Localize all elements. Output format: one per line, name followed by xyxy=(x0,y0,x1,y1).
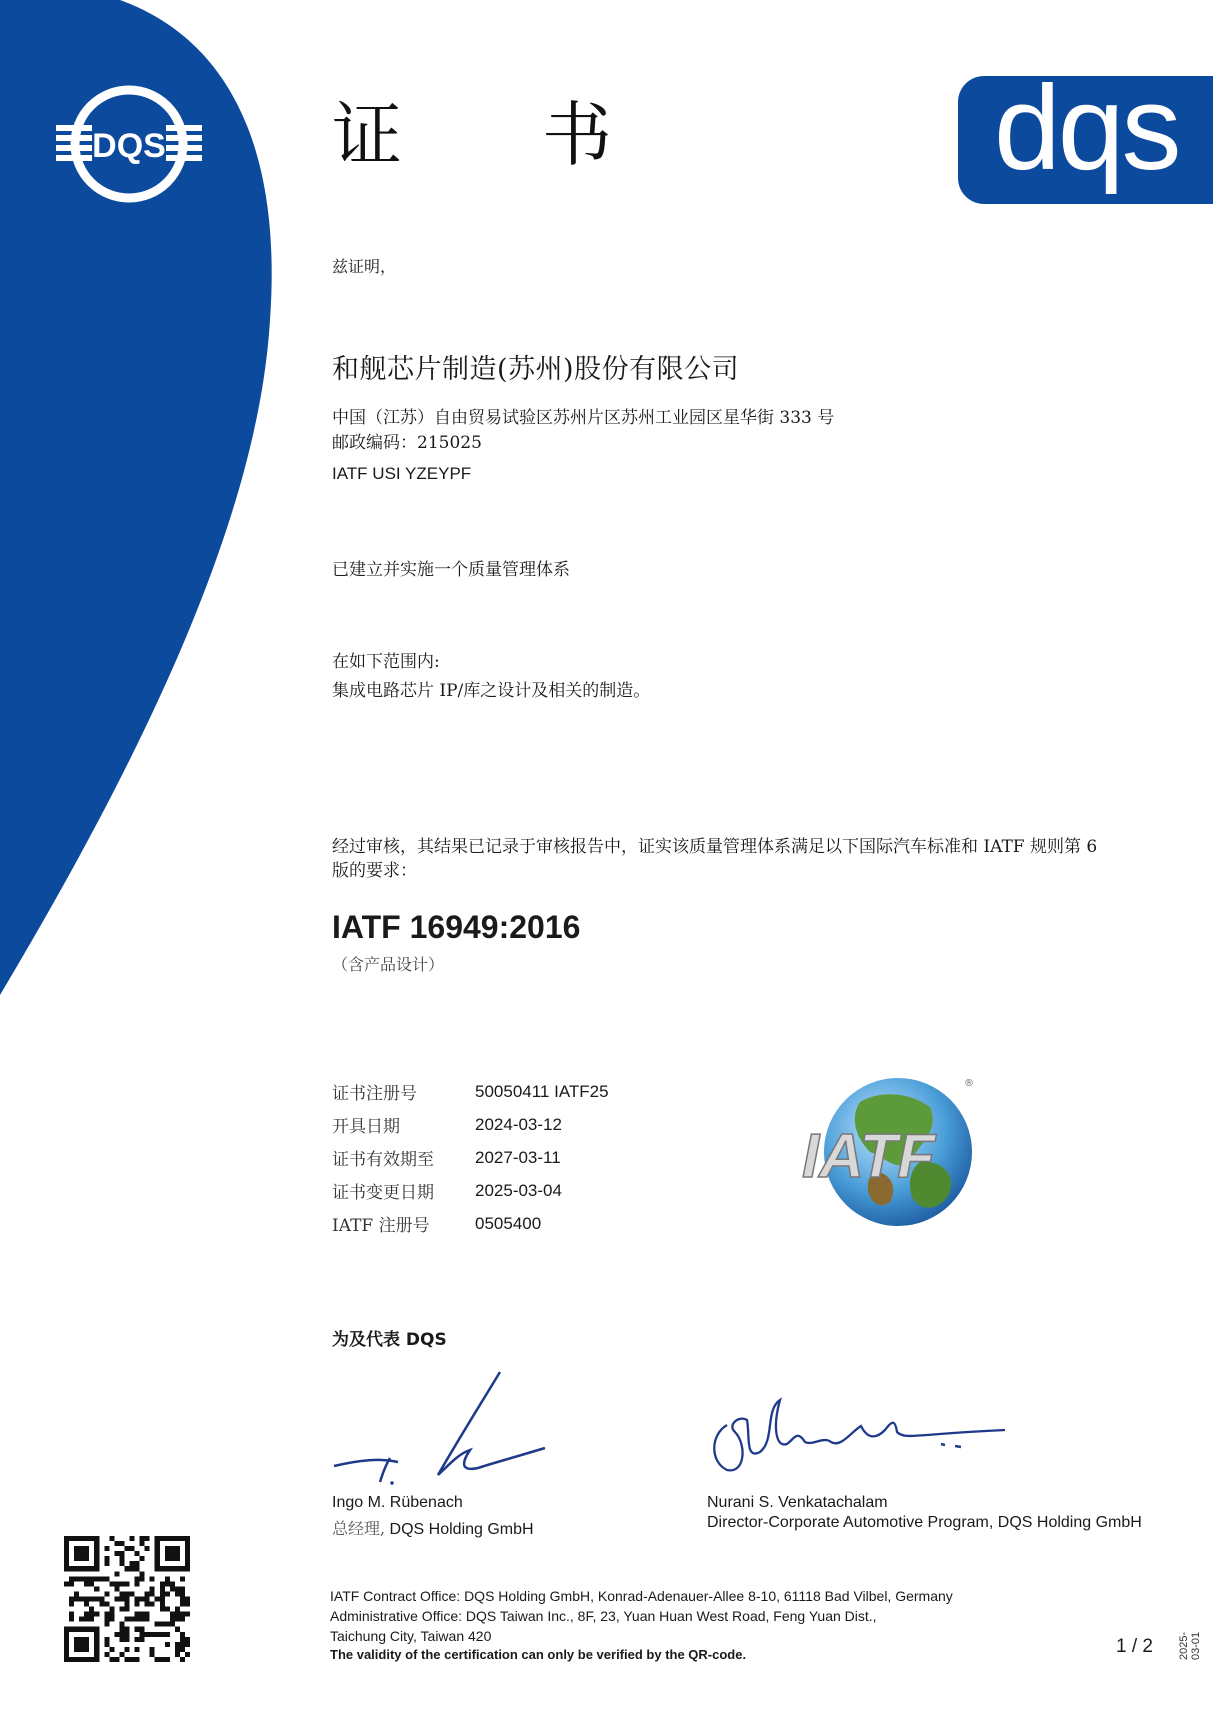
print-date: 2025-03-01 xyxy=(1178,1631,1202,1660)
detail-label: 证书注册号 xyxy=(332,1084,417,1104)
verification-qr-code[interactable] xyxy=(64,1536,190,1662)
audit-line-1: 经过审核，其结果已记录于审核报告中，证实该质量管理体系满足以下国际汽车标准和 IATF 规则第 6 xyxy=(332,837,1098,857)
footer-validity-note: The validity of the certification can only be verified by the QR-code. xyxy=(330,1647,747,1662)
detail-value: 2024-03-12 xyxy=(475,1114,562,1134)
dqs-logo-text: dqs xyxy=(994,61,1179,195)
standard-name: IATF 16949:2016 xyxy=(332,909,581,945)
detail-value: 50050411 IATF25 xyxy=(475,1081,609,1101)
iatf-globe-logo xyxy=(800,1062,980,1232)
signer-left-title xyxy=(332,1516,534,1539)
company-name: 和舰芯片制造(苏州)股份有限公司 xyxy=(332,354,740,385)
signatures-heading: 为及代表 DQS xyxy=(332,1330,447,1350)
detail-label: 证书有效期至 xyxy=(332,1150,434,1170)
signer-right-name: Nurani S. Venkatachalam xyxy=(707,1494,888,1511)
detail-row xyxy=(332,1207,609,1240)
certificate-heading: 证书 xyxy=(332,94,752,176)
footer-contract-office: IATF Contract Office: DQS Holding GmbH, Konrad-Adenauer-Allee 8-10, 61118 Bad Vilbel, Germany xyxy=(330,1588,953,1604)
signer-left-name: Ingo M. Rübenach xyxy=(332,1494,463,1511)
certificate-details xyxy=(332,1075,609,1240)
established-text: 已建立并实施一个质量管理体系 xyxy=(332,560,570,580)
detail-label: 开具日期 xyxy=(332,1117,400,1137)
footer-admin-city: Taichung City, Taiwan 420 xyxy=(330,1628,492,1644)
company-postal: 邮政编码：215025 xyxy=(332,433,482,453)
svg-text:®: ® xyxy=(964,1078,974,1089)
company-address: 中国（江苏）自由贸易试验区苏州片区苏州工业园区星华街 333 号 xyxy=(332,408,835,428)
audit-line-2: 版的要求： xyxy=(332,861,417,881)
seal-text: DQS xyxy=(92,127,166,165)
scope-label: 在如下范围内: xyxy=(332,652,440,672)
scope-text: 集成电路芯片 IP/库之设计及相关的制造。 xyxy=(332,681,651,701)
signer-right-title: Director-Corporate Automotive Program, DQS Holding GmbH xyxy=(707,1514,1142,1531)
signature-left xyxy=(330,1370,550,1485)
intro-text: 兹证明， xyxy=(332,257,397,276)
detail-value: 2027-03-11 xyxy=(475,1147,561,1167)
detail-label: IATF 注册号 xyxy=(332,1216,430,1236)
page-number: 1 / 2 xyxy=(1116,1636,1153,1657)
dqs-brand-badge xyxy=(958,61,1213,204)
detail-row xyxy=(332,1141,609,1174)
detail-row xyxy=(332,1075,609,1108)
detail-value: 2025-03-04 xyxy=(475,1180,562,1200)
footer-admin-office: Administrative Office: DQS Taiwan Inc., 8F, 23, Yuan Huan West Road, Feng Yuan Dist., xyxy=(330,1608,877,1624)
standard-note: （含产品设计） xyxy=(332,955,445,974)
signer-left-title-org: DQS Holding GmbH xyxy=(385,1521,534,1538)
detail-value: 0505400 xyxy=(475,1213,542,1233)
signer-left-title-prefix: 总经理, xyxy=(332,1519,386,1538)
company-usi: IATF USI YZEYPF xyxy=(332,464,472,483)
detail-row xyxy=(332,1174,609,1207)
iatf-logo-text: IATF xyxy=(802,1122,936,1191)
dqs-seal-logo xyxy=(56,85,202,203)
detail-label: 证书变更日期 xyxy=(332,1183,434,1203)
detail-row xyxy=(332,1108,609,1141)
signature-right xyxy=(705,1390,1005,1475)
